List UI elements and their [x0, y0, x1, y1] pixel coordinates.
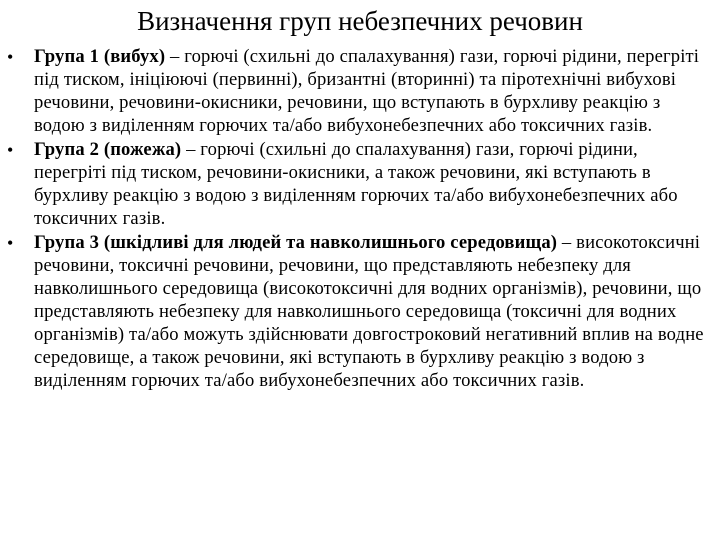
group-heading: Група 2 (пожежа) — [34, 139, 182, 161]
list-item-group-3 — [0, 232, 711, 392]
bullet-icon: • — [7, 233, 14, 254]
group-description: – високотоксичні речовини, токсичні речовини, речовини, що представляють небезпеку для навколишнього середовища (високотоксичні для водних організмів), речовини, що представляють небезпеку для навколишнього середовища (токсичні для водних організмів) та/або можуть здійснювати довгостроковий негативний вплив на водне середовище, а також речовини, які вступають в бурхливу реакцію з водою з виділенням горючих та/або вибухонебезпечних або токсичних газів. — [34, 232, 704, 391]
list-item-group-1 — [0, 46, 711, 138]
list-item-group-2 — [0, 139, 711, 231]
group-heading: Група 1 (вибух) — [34, 46, 166, 67]
definition-list — [0, 46, 711, 394]
bullet-icon: • — [7, 140, 14, 161]
group-description: – горючі (схильні до спалахування) гази, горючі рідини, перегріті під тиском, речовини-окисники, а також речовини, які вступають в бурхливу реакцію з водою з виділенням горючих та/або вибухонебезпечних або токсичних газів. — [34, 139, 678, 229]
group-heading: Група 3 (шкідливі для людей та навколишнього середовища) — [34, 232, 558, 254]
slide-title: Визначення груп небезпечних речовин — [137, 6, 583, 36]
bullet-icon: • — [7, 47, 14, 67]
group-description: – горючі (схильні до спалахування) гази, горючі рідини, перегріті під тиском, ініціюючі (первинні), бризантні (вторинні) та піротехнічні вибухові речовини, речовини-окисники, речовини, що вступають в бурхливу реакцію з водою з виділенням горючих та/або вибухонебезпечних або токсичних газів. — [34, 46, 700, 136]
